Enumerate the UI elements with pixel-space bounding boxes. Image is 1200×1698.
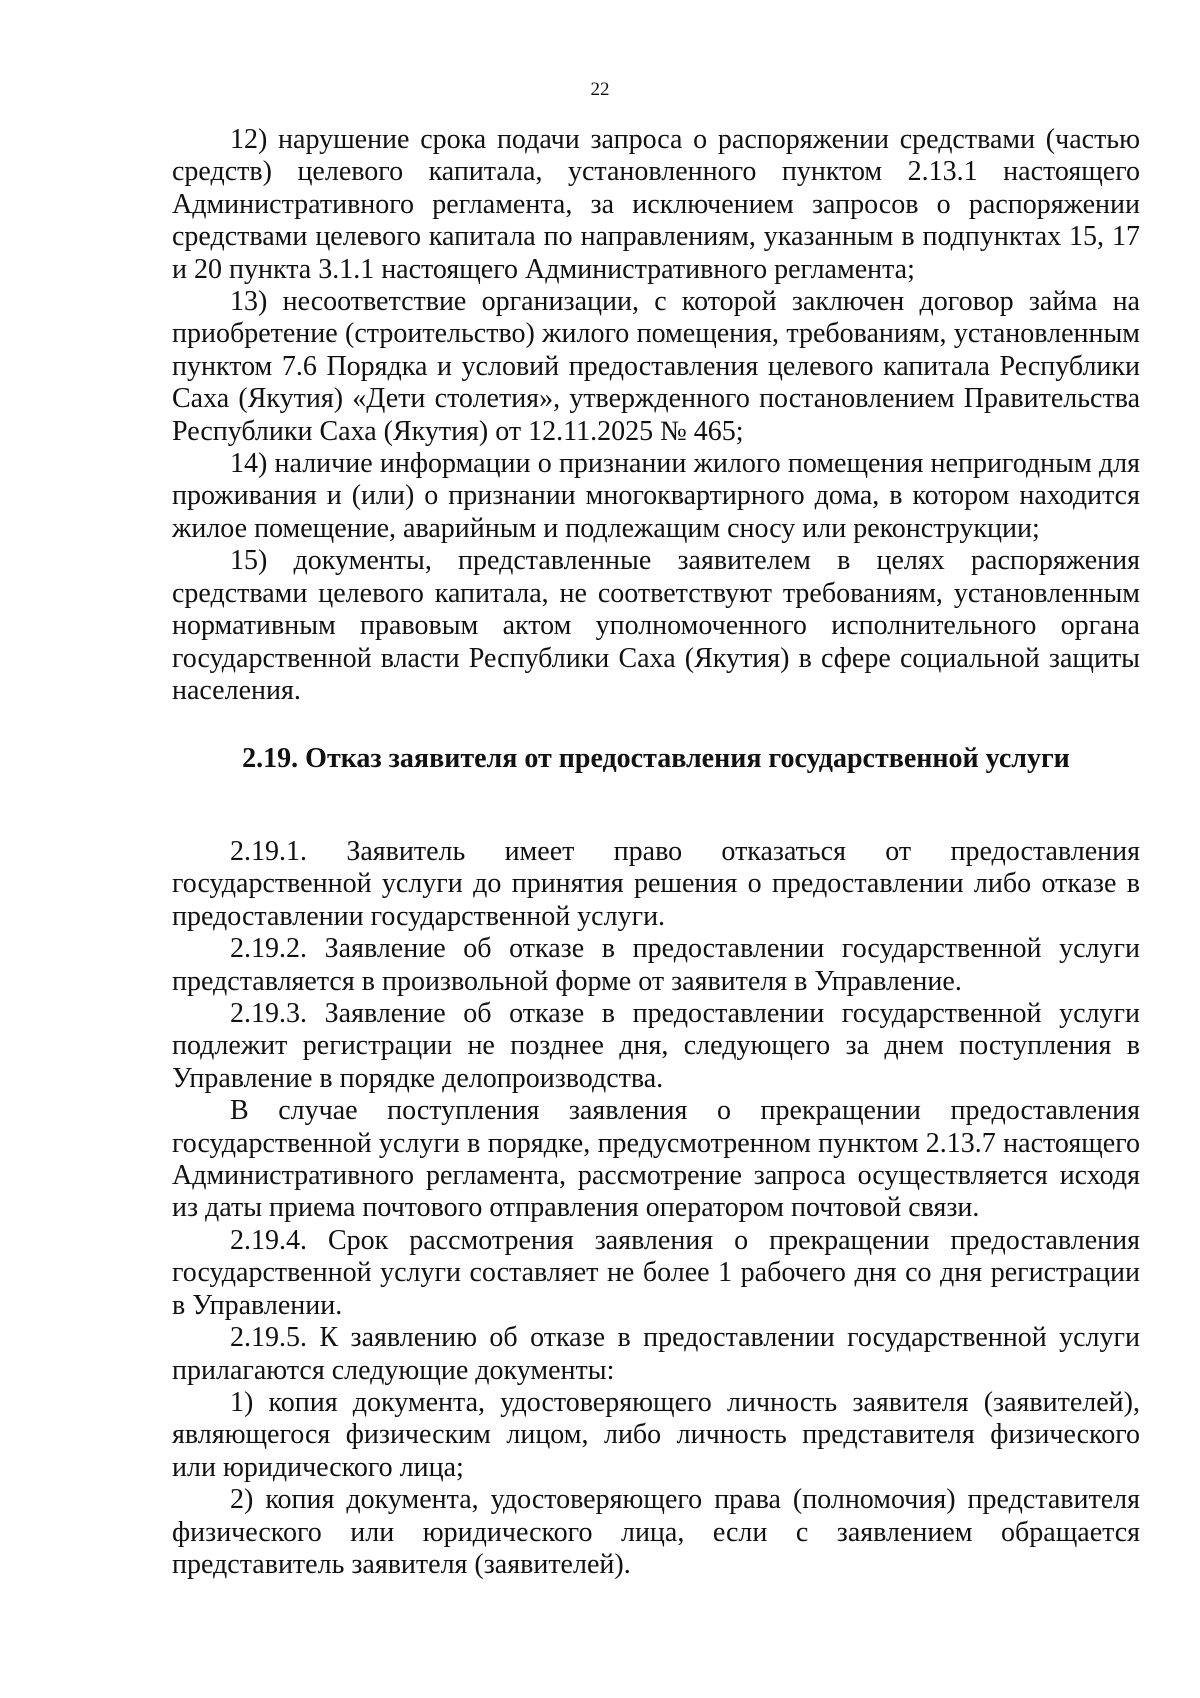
- grounds-list: [172, 124, 1140, 707]
- paragraph: В случае поступления заявления о прекращении предоставления государственной услуги в порядке, предусмотренном пунктом 2.13.7 настоящего Административного регламента, рассмотрение запроса осуществляется исходя из даты приема почтового отправления оператором почтовой связи.: [172, 1095, 1140, 1224]
- paragraph: 2.19.5. К заявлению об отказе в предоставлении государственной услуги прилагаются следующие документы:: [172, 1322, 1140, 1386]
- list-item: 12) нарушение срока подачи запроса о распоряжении средствами (частью средств) целевого капитала, установленного пунктом 2.13.1 настоящего Административного регламента, за исключением запросов о распоряжении средствами целевого капитала по направлениям, указанным в подпунктах 15, 17 и 20 пункта 3.1.1 настоящего Административного регламента;: [172, 124, 1140, 285]
- list-item: 15) документы, представленные заявителем в целях распоряжения средствами целевого капитала, не соответствуют требованиям, установленным нормативным правовым актом уполномоченного исполнительного органа государственной власти Республики Саха (Якутия) в сфере социальной защиты населения.: [172, 545, 1140, 706]
- list-item: 14) наличие информации о признании жилого помещения непригодным для проживания и (или) о признании многоквартирного дома, в котором находится жилое помещение, аварийным и подлежащим сносу или реконструкции;: [172, 448, 1140, 544]
- paragraph: 2.19.4. Срок рассмотрения заявления о прекращении предоставления государственной услуги составляет не более 1 рабочего дня со дня регистрации в Управлении.: [172, 1224, 1140, 1321]
- paragraph: 2.19.2. Заявление об отказе в предоставлении государственной услуги представляется в произвольной форме от заявителя в Управление.: [172, 933, 1140, 997]
- list-item: 2) копия документа, удостоверяющего права (полномочия) представителя физического или юридического лица, если с заявлением обращается представитель заявителя (заявителей).: [172, 1484, 1140, 1580]
- section-body: [172, 836, 1140, 1581]
- section-heading: 2.19. Отказ заявителя от предоставления государственной услуги: [242, 743, 1070, 774]
- list-item: 13) несоответствие организации, с которой заключен договор займа на приобретение (строительство) жилого помещения, требованиям, установленным пунктом 7.6 Порядка и условий предоставления целевого капитала Республики Саха (Якутия) «Дети столетия», утвержденного постановлением Правительства Республики Саха (Якутия) от 12.11.2025 № 465;: [172, 286, 1140, 447]
- paragraph: 2.19.1. Заявитель имеет право отказаться от предоставления государственной услуги до принятия решения о предоставлении либо отказе в предоставлении государственной услуги.: [172, 836, 1140, 932]
- page-number: 22: [590, 79, 610, 100]
- list-item: 1) копия документа, удостоверяющего личность заявителя (заявителей), являющегося физическим лицом, либо личность представителя физического или юридического лица;: [172, 1386, 1140, 1483]
- paragraph: 2.19.3. Заявление об отказе в предоставлении государственной услуги подлежит регистрации не позднее дня, следующего за днем поступления в Управление в порядке делопроизводства.: [172, 998, 1140, 1094]
